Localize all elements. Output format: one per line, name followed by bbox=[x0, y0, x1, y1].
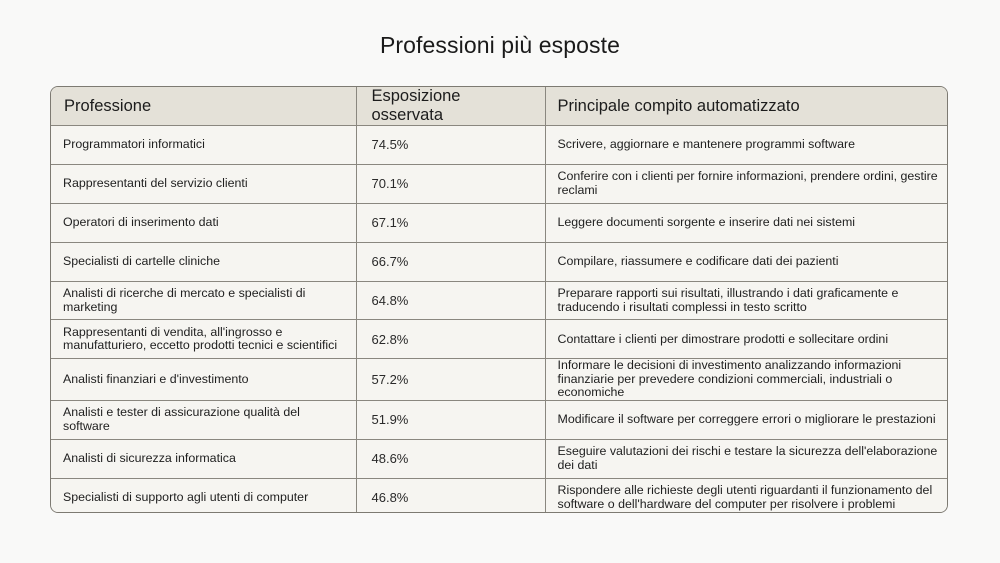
task-cell: Modificare il software per correggere errori o migliorare le prestazioni bbox=[545, 400, 947, 439]
task-cell: Contattare i clienti per dimostrare prodotti e sollecitare ordini bbox=[545, 320, 947, 359]
profession-cell: Analisti finanziari e d'investimento bbox=[51, 359, 356, 401]
task-cell: Compilare, riassumere e codificare dati dei pazienti bbox=[545, 242, 947, 281]
task-cell: Eseguire valutazioni dei rischi e testare la sicurezza dell'elaborazione dei dati bbox=[545, 439, 947, 478]
exposure-cell: 70.1% bbox=[356, 164, 545, 203]
exposure-cell: 67.1% bbox=[356, 203, 545, 242]
exposure-cell: 66.7% bbox=[356, 242, 545, 281]
exposure-table-container bbox=[50, 86, 948, 513]
exposure-cell: 48.6% bbox=[356, 439, 545, 478]
profession-cell: Analisti e tester di assicurazione qualità del software bbox=[51, 400, 356, 439]
profession-cell: Specialisti di cartelle cliniche bbox=[51, 242, 356, 281]
exposure-cell: 51.9% bbox=[356, 400, 545, 439]
profession-cell: Rappresentanti del servizio clienti bbox=[51, 164, 356, 203]
table-row bbox=[51, 400, 947, 439]
table-row bbox=[51, 478, 947, 513]
header-profession: Professione bbox=[51, 87, 356, 126]
table-row bbox=[51, 281, 947, 320]
profession-cell: Specialisti di supporto agli utenti di computer bbox=[51, 478, 356, 513]
task-cell: Conferire con i clienti per fornire informazioni, prendere ordini, gestire reclami bbox=[545, 164, 947, 203]
profession-cell: Rappresentanti di vendita, all'ingrosso e manufatturiero, eccetto prodotti tecnici e scientifici bbox=[51, 320, 356, 359]
page-title: Professioni più esposte bbox=[379, 32, 621, 58]
table-header bbox=[51, 87, 947, 126]
header-exposure: Esposizione osservata bbox=[356, 87, 545, 126]
exposure-table bbox=[51, 87, 947, 513]
task-cell: Rispondere alle richieste degli utenti riguardanti il funzionamento del software o dell'hardware del computer per risolvere i problemi bbox=[557, 483, 933, 511]
task-cell: Leggere documenti sorgente e inserire dati nei sistemi bbox=[545, 203, 947, 242]
exposure-cell: 46.8% bbox=[356, 478, 545, 513]
table-row bbox=[51, 320, 947, 359]
table-row bbox=[51, 126, 947, 165]
profession-cell: Analisti di sicurezza informatica bbox=[51, 439, 356, 478]
task-cell: Scrivere, aggiornare e mantenere programmi software bbox=[545, 126, 947, 165]
exposure-cell: 57.2% bbox=[356, 359, 545, 401]
profession-cell: Analisti di ricerche di mercato e specialisti di marketing bbox=[51, 281, 356, 320]
table-body bbox=[51, 126, 947, 514]
table-row bbox=[51, 439, 947, 478]
exposure-cell: 74.5% bbox=[356, 126, 545, 165]
task-cell: Preparare rapporti sui risultati, illustrando i dati graficamente e traducendo i risultati complessi in testo scritto bbox=[545, 281, 947, 320]
table-row bbox=[51, 164, 947, 203]
profession-cell: Programmatori informatici bbox=[51, 126, 356, 165]
table-row bbox=[51, 242, 947, 281]
table-row bbox=[51, 359, 947, 401]
profession-cell: Operatori di inserimento dati bbox=[51, 203, 356, 242]
exposure-cell: 62.8% bbox=[356, 320, 545, 359]
task-cell: Informare le decisioni di investimento analizzando informazioni finanziarie per prevedere condizioni commerciali, industriali o economiche bbox=[545, 359, 947, 401]
exposure-cell: 64.8% bbox=[356, 281, 545, 320]
table-row bbox=[51, 203, 947, 242]
header-task: Principale compito automatizzato bbox=[545, 87, 947, 126]
header-row bbox=[51, 87, 947, 126]
